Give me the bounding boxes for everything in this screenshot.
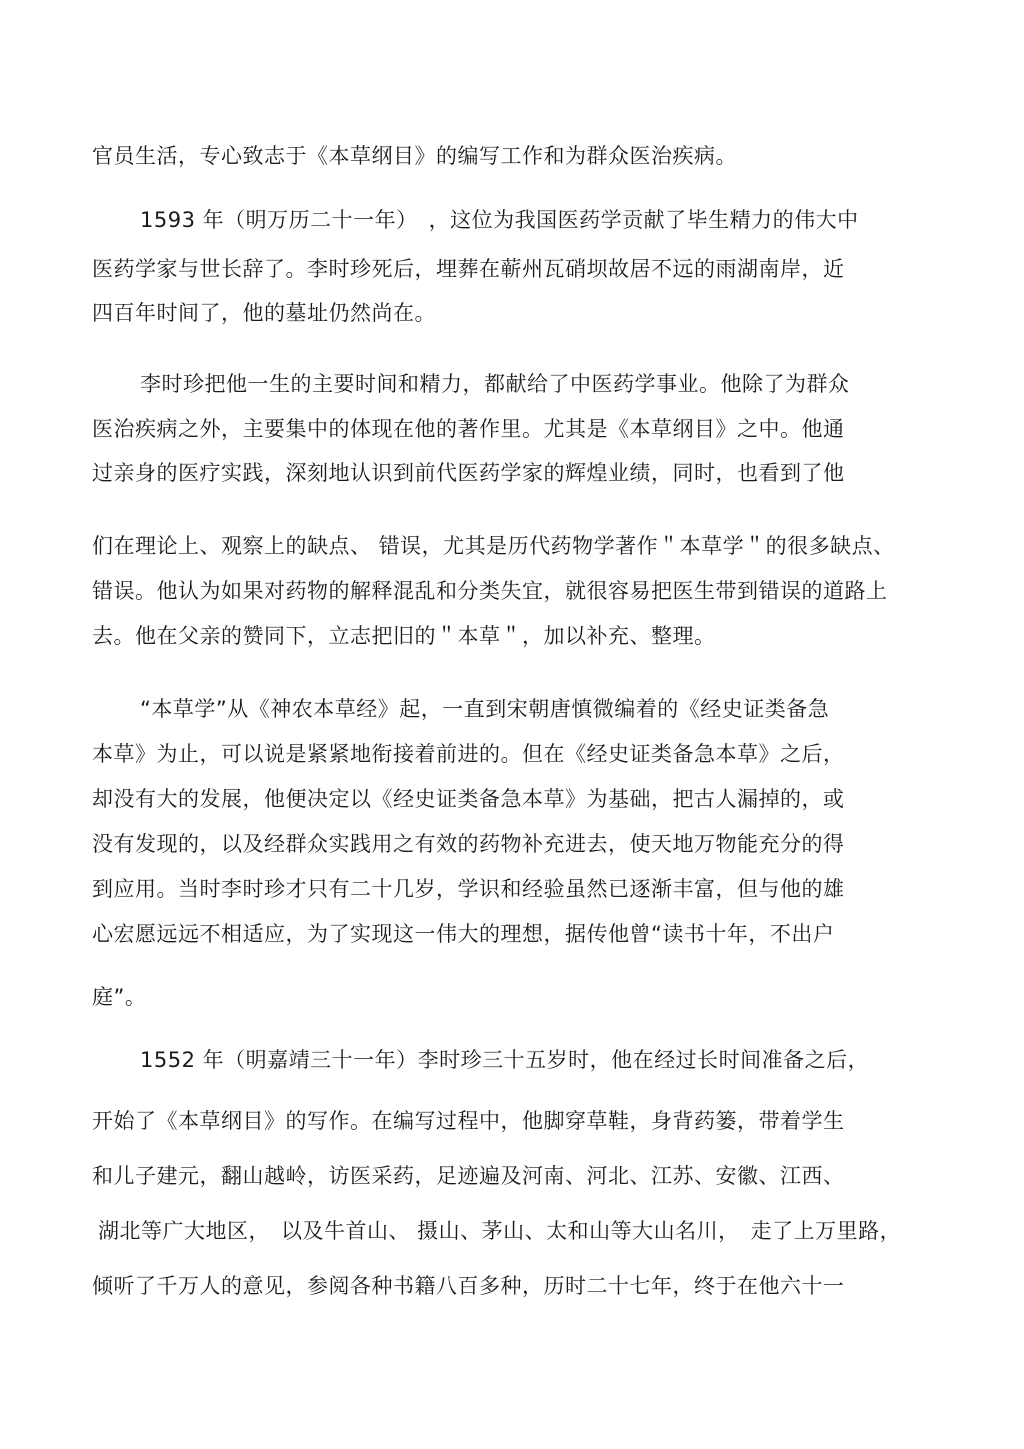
text-line: 医药学家与世长辞了。李时珍死后，埋葬在蕲州瓦硝坝故居不远的雨湖南岸，近 [92, 257, 845, 281]
text-line: 倾听了千万人的意见，参阅各种书籍八百多种，历时二十七年，终于在他六十一 [92, 1274, 845, 1298]
text-line: 没有发现的，以及经群众实践用之有效的药物补充进去，使天地万物能充分的得 [92, 832, 845, 856]
text-line: 和儿子建元，翻山越岭，访医采药，足迹遍及河南、河北、江苏、安徽、江西、 [92, 1164, 845, 1188]
text-line: 湖北等广大地区， 以及牛首山、 摄山、茅山、太和山等大山名川， 走了上万里路， [98, 1219, 902, 1243]
text-line: 医治疾病之外，主要集中的体现在他的著作里。尤其是《本草纲目》之中。他通 [92, 417, 845, 441]
text-line: 李时珍把他一生的主要时间和精力，都献给了中医药学事业。他除了为群众 [140, 372, 850, 396]
text-line: 却没有大的发展，他便决定以《经史证类备急本草》为基础，把古人漏掉的，或 [92, 787, 845, 811]
text-line: “本草学”从《神农本草经》起，一直到宋朝唐慎微编着的《经史证类备急 [140, 697, 830, 721]
text-line: 本草》为止，可以说是紧紧地衔接着前进的。但在《经史证类备急本草》之后， [92, 742, 845, 766]
text-line: 到应用。当时李时珍才只有二十几岁，学识和经验虽然已逐渐丰富，但与他的雄 [92, 877, 845, 901]
text-line: 1593 年（明万历二十一年） ，这位为我国医药学贡献了毕生精力的伟大中 [140, 208, 859, 232]
text-line: 四百年时间了，他的墓址仍然尚在。 [92, 301, 436, 325]
text-line: 错误。他认为如果对药物的解释混乱和分类失宜，就很容易把医生带到错误的道路上 [92, 579, 888, 603]
text-line: 1552 年（明嘉靖三十一年）李时珍三十五岁时，他在经过长时间准备之后， [140, 1048, 870, 1072]
text-line: 去。他在父亲的赞同下，立志把旧的＂本草＂，加以补充、整理。 [92, 624, 716, 648]
text-line: 们在理论上、观察上的缺点、 错误，尤其是历代药物学著作＂本草学＂的很多缺点、 [92, 534, 895, 558]
text-line: 心宏愿远远不相适应，为了实现这一伟大的理想，据传他曾“读书十年，不出户 [92, 922, 835, 946]
text-line: 过亲身的医疗实践，深刻地认识到前代医药学家的辉煌业绩，同时，也看到了他 [92, 461, 845, 485]
text-line: 官员生活，专心致志于《本草纲目》的编写工作和为群众医治疾病。 [92, 144, 737, 168]
text-line: 庭”。 [92, 985, 147, 1009]
text-line: 开始了《本草纲目》的写作。在编写过程中，他脚穿草鞋，身背药篓，带着学生 [92, 1109, 845, 1133]
